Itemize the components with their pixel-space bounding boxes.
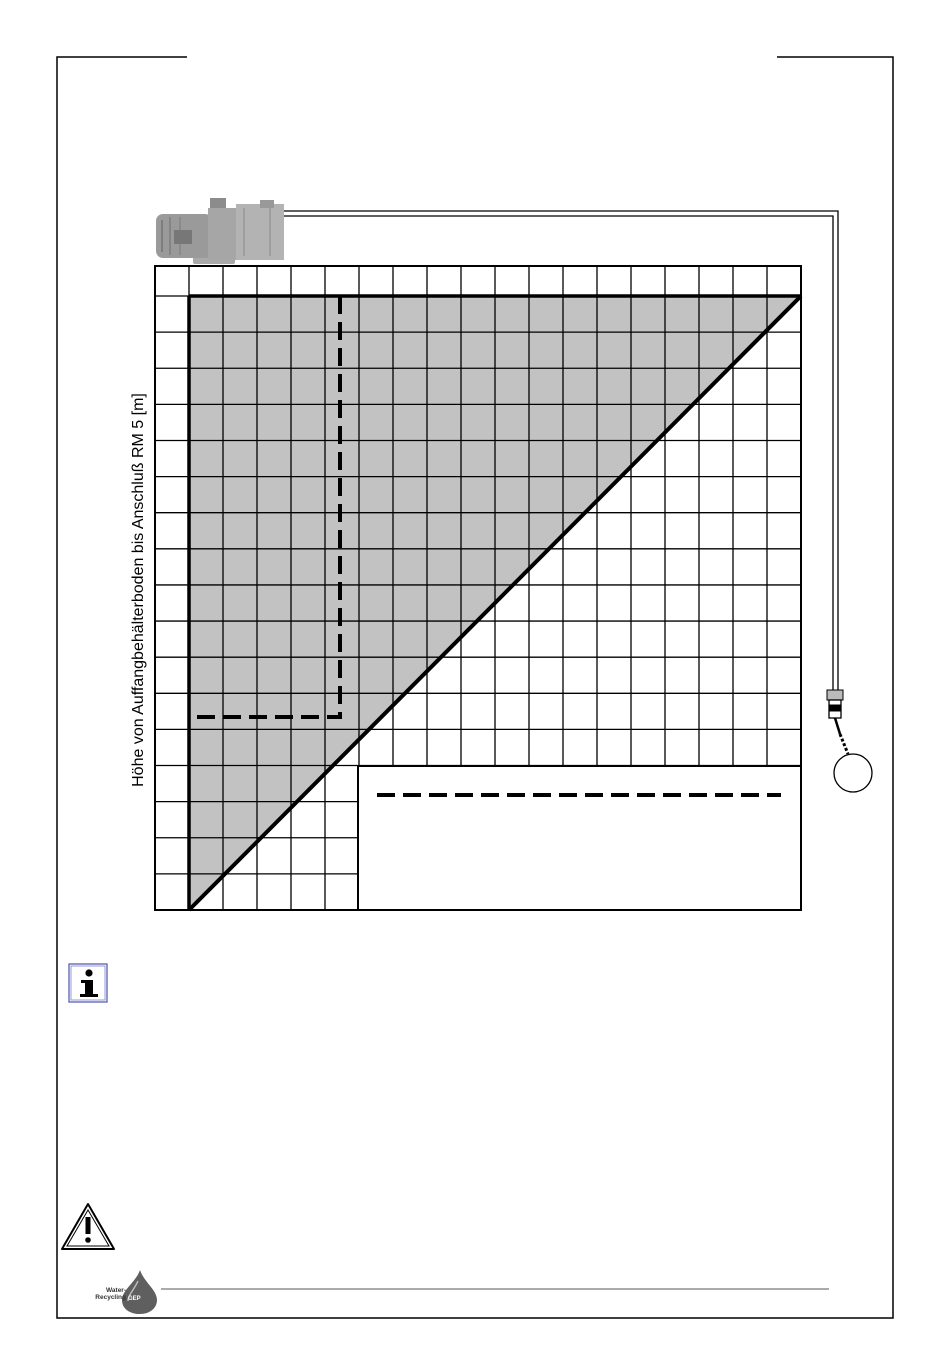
logo-wordmark — [84, 1287, 126, 1301]
logo-line-1: Water- — [106, 1287, 126, 1294]
logo-line-2: Recycling — [95, 1294, 126, 1301]
legend-box — [358, 766, 801, 910]
logo-brand: GEP — [128, 1296, 141, 1302]
float-switch-icon — [827, 690, 872, 792]
water-drop-logo-icon — [122, 1270, 157, 1314]
y-axis-label: Höhe von Auffangbehälterboden bis Anschluß RM 5 [m] — [130, 393, 147, 787]
warning-icon — [62, 1204, 114, 1249]
pump-icon — [156, 198, 284, 264]
info-icon — [69, 964, 107, 1002]
